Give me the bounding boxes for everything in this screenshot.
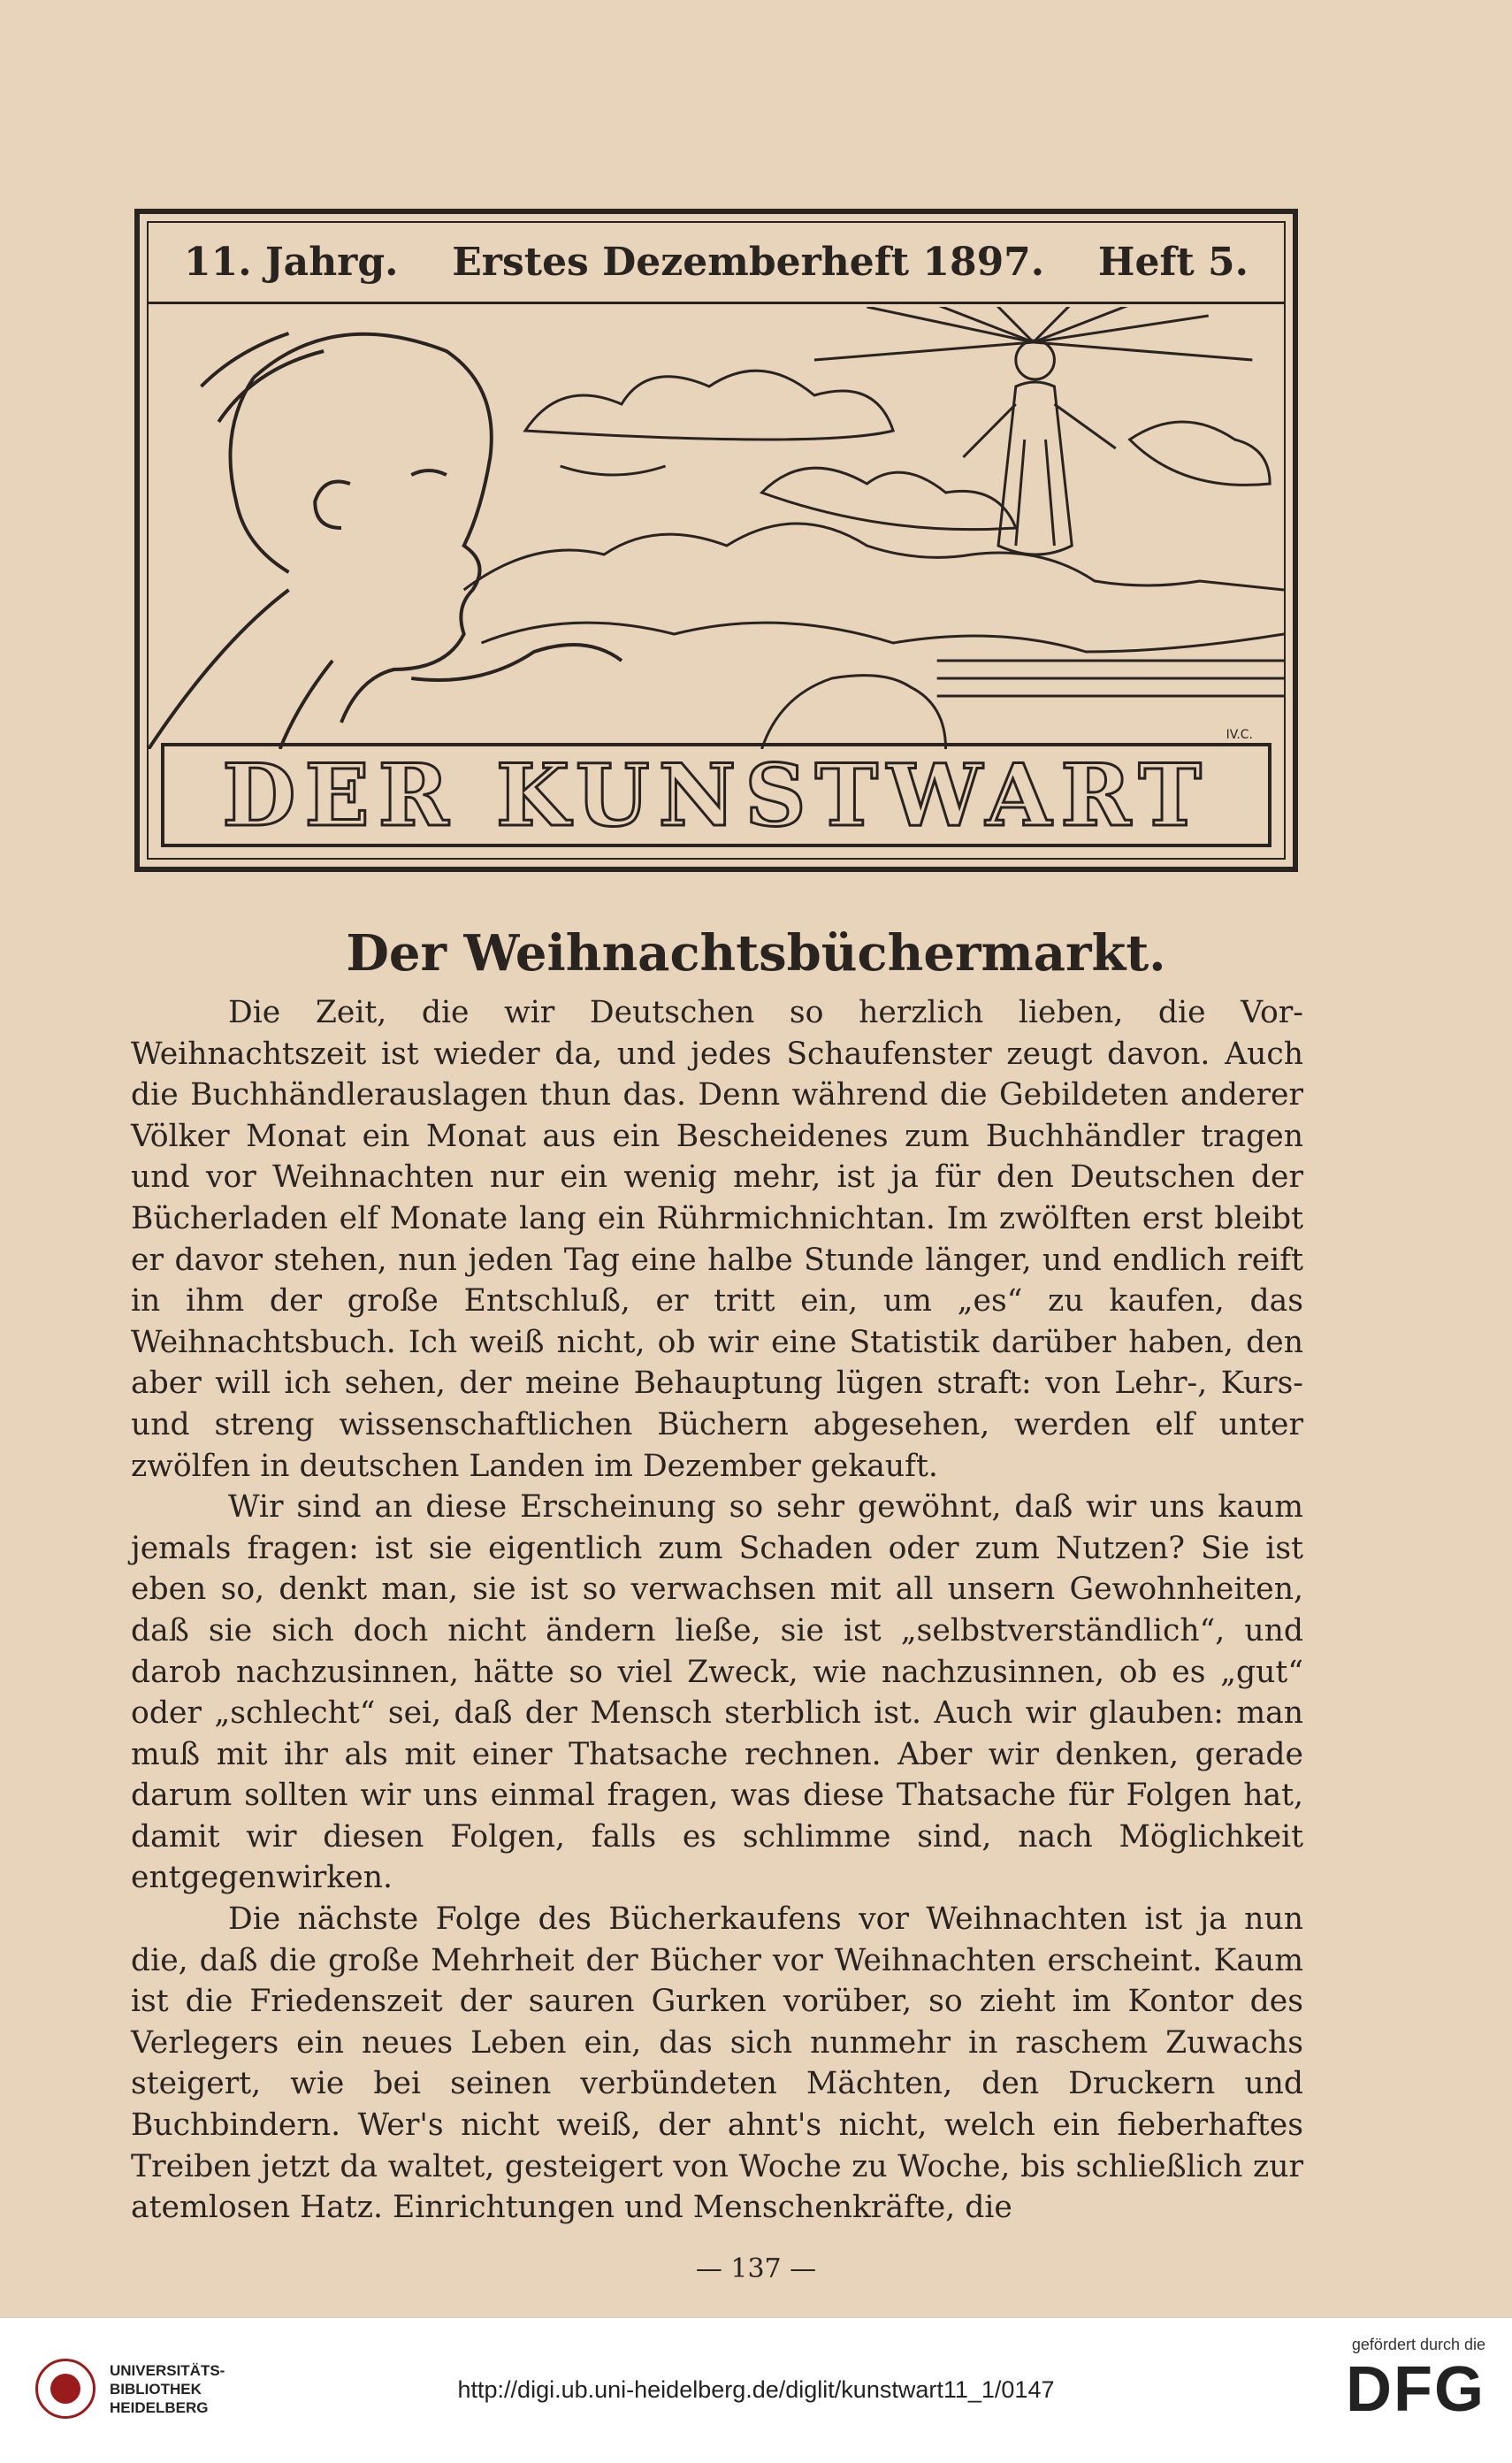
page-number: — 137 — <box>695 2253 817 2284</box>
masthead-illustration <box>149 307 1284 749</box>
brand-banner <box>161 743 1271 847</box>
man-portrait-icon <box>149 333 622 749</box>
article-body <box>131 992 1303 2229</box>
volume-year: 11. Jahrg. <box>184 240 399 285</box>
dfg-logo-icon: DFG <box>1346 2354 1485 2425</box>
artist-mark: IV.C. <box>1226 727 1253 743</box>
funder-note: gefördert durch die <box>1351 2336 1485 2353</box>
paragraph: Wir sind an diese Erscheinung so sehr gewöhnt, daß wir uns kaum jemals fragen: ist sie eigentlich zum Schaden oder zum Nutzen? Sie ist eben so, denkt man, sie ist so verwachsen mit all unsern Gewohnheiten, daß sie sich doch nicht ändern ließe, sie ist „selbstverständlich“, und darob nachzusinnen, hätte so viel Zweck, wie nachzusinnen, ob es „gut“ oder „schlecht“ sei, daß der Mensch sterblich ist. Auch wir glauben: man muß mit ihr als mit einer Thatsache rechnen. Aber wir denken, gerade darum sollten wir uns einmal fragen, was diese Thatsache für Folgen hat, damit wir diesen Folgen, falls es schlimme sind, nach Möglichkeit entgegenwirken. <box>131 1489 1303 1896</box>
issue-bar <box>149 223 1284 304</box>
masthead-frame <box>147 221 1286 860</box>
footer-bar <box>0 2317 1512 2463</box>
paragraph: Die nächste Folge des Bücherkaufens vor Weihnachten ist ja nun die, daß die große Mehrheit der Bücher vor Weihnachten erscheint. Kaum ist die Friedenszeit der sauren Gurken vorüber, so zieht im Kontor des Verlegers ein neues Leben ein, das sich nunmehr in raschem Zuwachs steigert, wie bei seinen verbündeten Mächten, den Druckern und Buchbindern. Wer's nicht weiß, der ahnt's nicht, welch ein fieberhaftes Treiben jetzt da waltet, gesteigert von Woche zu Woche, bis schließlich zur atemlosen Hatz. Einrichtungen und Menschenkräfte, die <box>131 1901 1303 2226</box>
masthead <box>134 209 1298 872</box>
sun-rays-icon <box>814 307 1252 360</box>
library-name: UNIVERSITÄTS- BIBLIOTHEK HEIDELBERG <box>110 2361 225 2416</box>
article-title: Der Weihnachtsbüchermarkt. <box>346 924 1166 983</box>
illustration-art <box>149 307 1284 749</box>
funder-block[interactable] <box>1346 2336 1485 2425</box>
paragraph: Die Zeit, die wir Deutschen so herzlich lieben, die Vor-Weihnachtszeit ist wieder da, und jedes Schaufenster zeugt davon. Auch die Buchhändlerauslagen thun das. Denn während die Gebildeten anderer Völker Monat ein Monat aus ein Bescheidenes zum Buchhändler tragen und vor Weihnachten nur ein wenig mehr, ist ja für den Deutschen der Bücherladen elf Monate lang ein Rührmichnichtan. Im zwölften erst bleibt er davor stehen, nun jeden Tag eine halbe Stunde länger, und endlich reift in ihm der große Entschluß, er tritt ein, um „es“ zu kaufen, das Weihnachtsbuch. Ich weiß nicht, ob wir eine Statistik darüber haben, den aber will ich sehen, der meine Behauptung lügen straft: von Lehr-, Kurs- und streng wissenschaftlichen Büchern abgesehen, werden elf unter zwölfen in deutschen Landen im Dezember gekauft. <box>131 995 1303 1484</box>
brand-title: DER KUNSTWART <box>222 745 1210 845</box>
goddess-figure-icon <box>963 340 1115 555</box>
permalink-url[interactable]: http://digi.ub.uni-heidelberg.de/diglit/kunstwart11_1/0147 <box>457 2376 1055 2403</box>
issue-name: Erstes Dezemberheft 1897. <box>452 240 1045 285</box>
issue-number: Heft 5. <box>1097 240 1249 285</box>
